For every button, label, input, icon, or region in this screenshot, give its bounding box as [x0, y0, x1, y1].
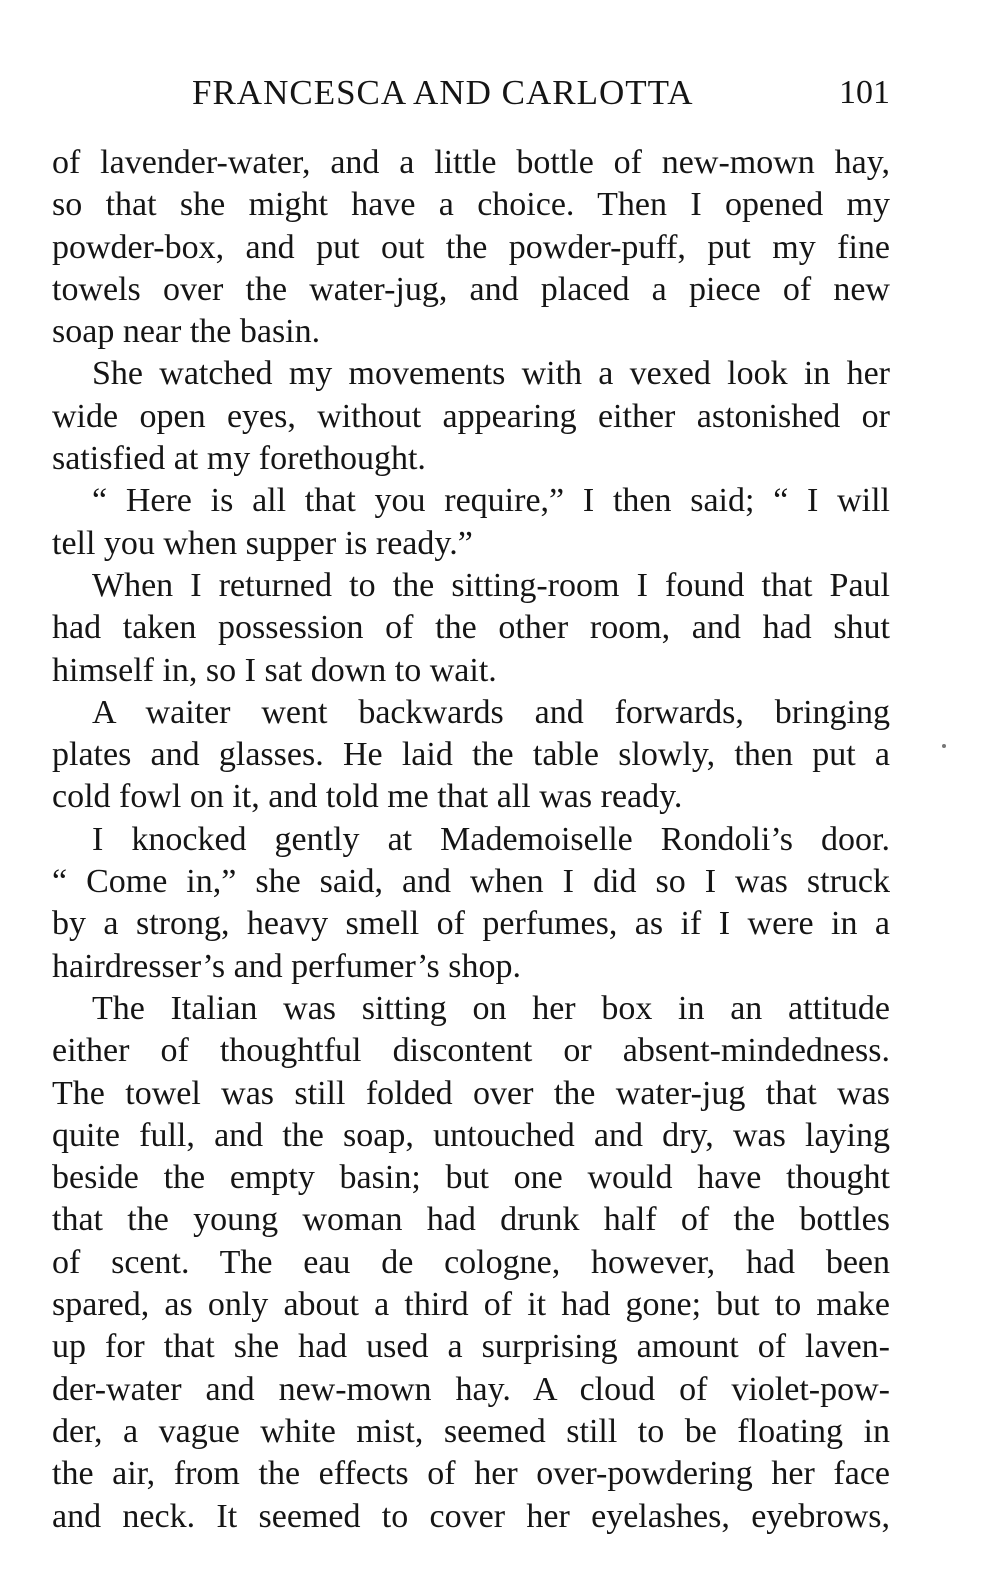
text-line: A waiter went backwards and forwards, bringing: [92, 693, 890, 731]
running-title: FRANCESCA AND CARLOTTA: [192, 73, 694, 112]
text-line: hairdresser’s and perfumer’s shop.: [52, 947, 521, 985]
text-line: of scent. The eau de cologne, however, had been: [52, 1243, 890, 1281]
text-line: “ Here is all that you require,” I then said; “ I will: [92, 482, 890, 520]
text-line: towels over the water-jug, and placed a piece of new: [52, 270, 890, 308]
text-line: wide open eyes, without appearing either astonished or: [52, 397, 890, 435]
text-line: The towel was still folded over the water-jug that was: [52, 1074, 890, 1112]
text-line: that the young woman had drunk half of the bottles: [52, 1201, 890, 1239]
text-line: soap near the basin.: [52, 313, 321, 351]
running-head: [52, 68, 890, 118]
scan-speck: [942, 744, 946, 748]
text-line: When I returned to the sitting-room I found that Paul: [92, 566, 890, 604]
text-line: powder-box, and put out the powder-puff, put my fine: [52, 228, 890, 266]
text-line: either of thoughtful discontent or absent-mindedness.: [52, 1032, 890, 1070]
page-number: 101: [839, 74, 890, 111]
text-line: spared, as only about a third of it had gone; but to make: [52, 1286, 890, 1324]
text-line: and neck. It seemed to cover her eyelashes, eyebrows,: [52, 1497, 890, 1535]
text-line: himself in, so I sat down to wait.: [52, 651, 497, 689]
text-line: der, a vague white mist, seemed still to be floating in: [52, 1412, 890, 1450]
text-line: plates and glasses. He laid the table slowly, then put a: [52, 736, 890, 774]
body-text: [52, 142, 890, 1538]
text-line: cold fowl on it, and told me that all was ready.: [52, 778, 683, 816]
text-line: She watched my movements with a vexed look in her: [92, 355, 890, 393]
text-line: so that she might have a choice. Then I opened my: [52, 186, 890, 224]
text-line: satisfied at my forethought.: [52, 440, 426, 478]
text-line: quite full, and the soap, untouched and dry, was laying: [52, 1116, 890, 1154]
text-line: tell you when supper is ready.”: [52, 524, 473, 562]
text-line: der-water and new-mown hay. A cloud of violet-pow-: [52, 1370, 890, 1408]
text-line: of lavender-water, and a little bottle of new-mown hay,: [52, 144, 890, 181]
text-line: had taken possession of the other room, and had shut: [52, 609, 890, 647]
text-line: “ Come in,” she said, and when I did so I was struck: [52, 863, 890, 901]
text-line: up for that she had used a surprising amount of laven-: [52, 1328, 890, 1366]
text-line: by a strong, heavy smell of perfumes, as if I were in a: [52, 905, 890, 943]
text-line: the air, from the effects of her over-powdering her face: [52, 1455, 890, 1493]
text-line: beside the empty basin; but one would have thought: [52, 1159, 890, 1197]
text-line: The Italian was sitting on her box in an attitude: [92, 989, 890, 1027]
text-line: I knocked gently at Mademoiselle Rondoli’s door.: [92, 820, 890, 858]
